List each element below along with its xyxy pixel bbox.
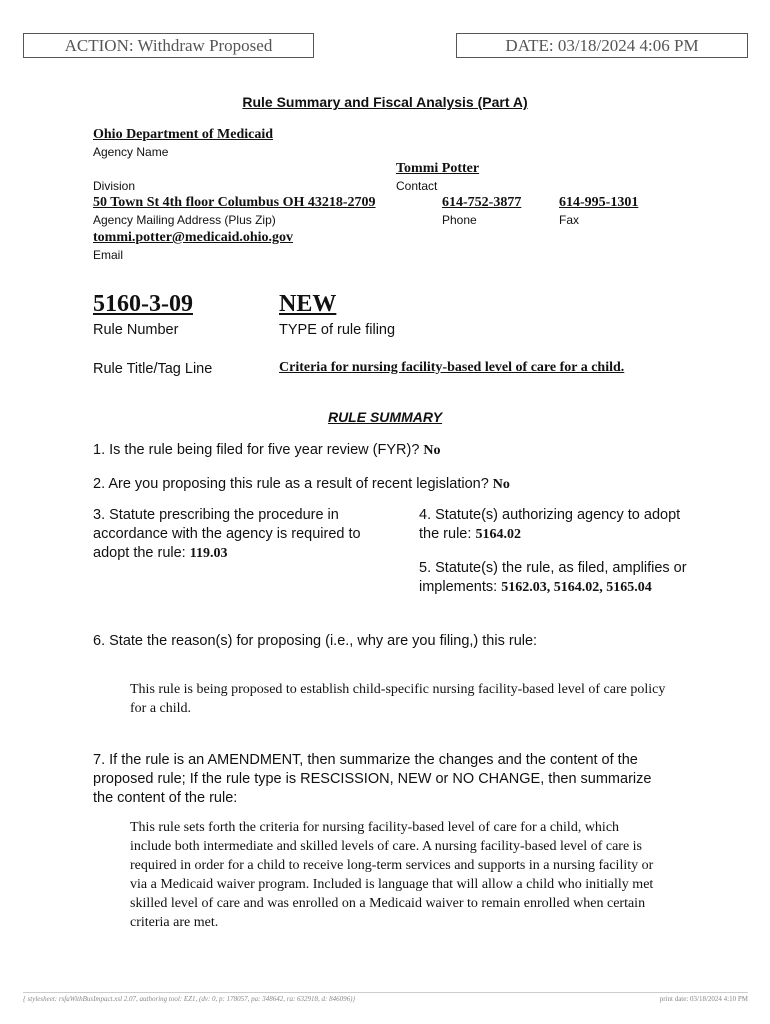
question-5-text: 5. Statute(s) the rule, as filed, amplifies or implements: — [419, 560, 687, 595]
question-6: 6. State the reason(s) for proposing (i.e., why are you filing,) this rule: — [93, 633, 538, 649]
rule-title: Criteria for nursing facility-based level of care for a child. — [279, 360, 625, 375]
answer-4: 5164.02 — [475, 527, 521, 542]
phone-label: Phone — [442, 213, 477, 227]
question-1 — [93, 441, 441, 460]
fax-number: 614-995-1301 — [559, 195, 639, 210]
email-label: Email — [93, 248, 124, 262]
question-3 — [93, 506, 378, 563]
agency-name: Ohio Department of Medicaid — [93, 127, 274, 142]
answer-7: This rule sets forth the criteria for nursing facility-based level of care for a child, which include both intermediate and skilled levels of care. A nursing facility-based level of care is required in order for a child to receive long-term services and supports in a nursing facility or via a Medicaid waiver program. Included is language that will allow a child who initially met skilled level of care and was enrolled on a Medicaid waiver to remain enrolled when certain criteria are met. — [130, 820, 654, 930]
footer-stylesheet: { stylesheet: rsfaWithBusImpact.xsl 2.07, authoring tool: EZ1, (dv: 0, p: 178057, pa: 348642, ra: 632918, d: 846096)} — [23, 995, 356, 1003]
answer-2: No — [492, 477, 510, 492]
rule-summary-heading: RULE SUMMARY — [327, 409, 443, 425]
page-title: Rule Summary and Fiscal Analysis (Part A) — [242, 94, 528, 110]
rule-number: 5160-3-09 — [93, 291, 193, 317]
action-box: ACTION: Withdraw Proposed — [23, 33, 314, 58]
mailing-address: 50 Town St 4th floor Columbus OH 43218-2709 — [93, 195, 376, 210]
answer-1: No — [423, 443, 441, 458]
fax-label: Fax — [559, 213, 580, 227]
question-7: 7. If the rule is an AMENDMENT, then summarize the changes and the content of the proposed rule; If the rule type is RESCISSION, NEW or NO CHANGE, then summarize the content of the rule: — [93, 752, 652, 806]
question-2-text: 2. Are you proposing this rule as a result of recent legislation? — [93, 476, 489, 492]
question-2 — [93, 475, 510, 494]
contact-name: Tommi Potter — [396, 161, 480, 176]
question-4-text: 4. Statute(s) authorizing agency to adopt the rule: — [419, 507, 681, 542]
email-link[interactable]: tommi.potter@medicaid.ohio.gov — [93, 230, 294, 245]
answer-6: This rule is being proposed to establish child-specific nursing facility-based level of care policy for a child. — [130, 682, 666, 716]
contact-label: Contact — [396, 179, 438, 193]
rule-type-label: TYPE of rule filing — [279, 322, 396, 338]
date-box: DATE: 03/18/2024 4:06 PM — [456, 33, 748, 58]
division-label: Division — [93, 179, 136, 193]
phone-number: 614-752-3877 — [442, 195, 522, 210]
footer-divider — [23, 992, 748, 993]
mailing-address-label: Agency Mailing Address (Plus Zip) — [93, 213, 276, 227]
footer-print-date: print date: 03/18/2024 4:10 PM — [659, 995, 748, 1003]
answer-3: 119.03 — [189, 546, 228, 561]
question-4 — [419, 506, 694, 544]
agency-name-label: Agency Name — [93, 145, 169, 159]
rule-type: NEW — [279, 291, 337, 317]
rule-title-label: Rule Title/Tag Line — [93, 361, 213, 377]
rule-number-label: Rule Number — [93, 322, 179, 338]
answer-5: 5162.03, 5164.02, 5165.04 — [501, 580, 652, 595]
question-1-text: 1. Is the rule being filed for five year review (FYR)? — [93, 442, 420, 458]
question-5 — [419, 559, 719, 597]
question-3-text: 3. Statute prescribing the procedure in accordance with the agency is required to adopt the rule: — [93, 507, 361, 561]
